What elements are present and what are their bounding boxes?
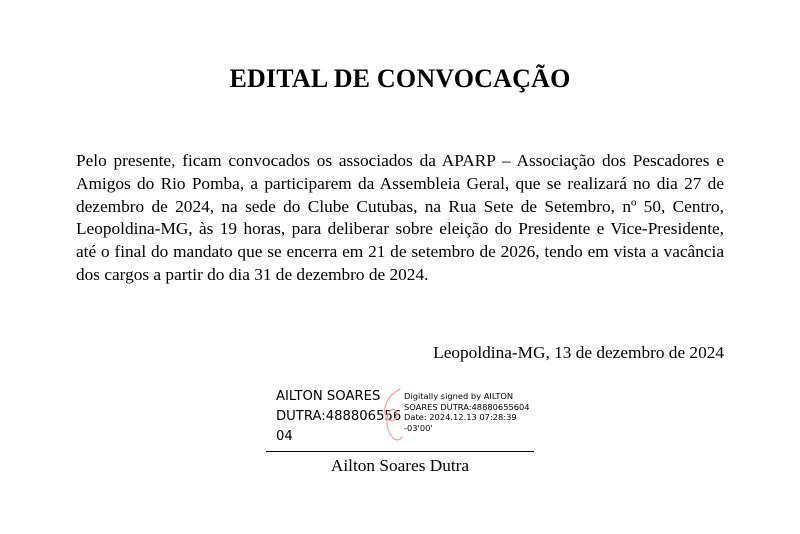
signature-details-line-4: -03'00' bbox=[404, 423, 433, 434]
digital-signature-block bbox=[266, 385, 534, 480]
signature-details-line-1: Digitally signed by AILTON bbox=[404, 391, 514, 401]
document-title: EDITAL DE CONVOCAÇÃO bbox=[229, 64, 571, 93]
signer-name-line-2: DUTRA:488806556 bbox=[276, 409, 402, 424]
document-body: Pelo presente, ficam convocados os associados da APARP – Associação dos Pescadores e Amigos do Rio Pomba, a participarem da Assembleia Geral, que se realizará no dia 27 de dezembro de 2024, na sede do Clube Cutubas, na Rua Sete de Setembro, nº 50, Centro, Leopoldina-MG, às 19 horas, para deliberar sobre eleição do Presidente e Vice-Presidente, até o final do mandato que se encerra em 21 de setembro de 2026, tendo em vista a vacância dos cargos a partir do dia 31 de dezembro de 2024. bbox=[76, 151, 724, 284]
signature-details-line-2: SOARES DUTRA:48880655604 bbox=[404, 401, 530, 412]
signature-details bbox=[404, 391, 544, 434]
signer-name-line-1: AILTON SOARES bbox=[276, 389, 381, 404]
signer-name-line-3: 04 bbox=[276, 429, 293, 444]
signer-printed-name: Ailton Soares Dutra bbox=[330, 456, 470, 475]
place-and-date: Leopoldina-MG, 13 de dezembro de 2024 bbox=[433, 343, 724, 362]
signature-details-line-3: Date: 2024.12.13 07:28:39 bbox=[404, 412, 517, 423]
signature-line bbox=[266, 451, 534, 452]
